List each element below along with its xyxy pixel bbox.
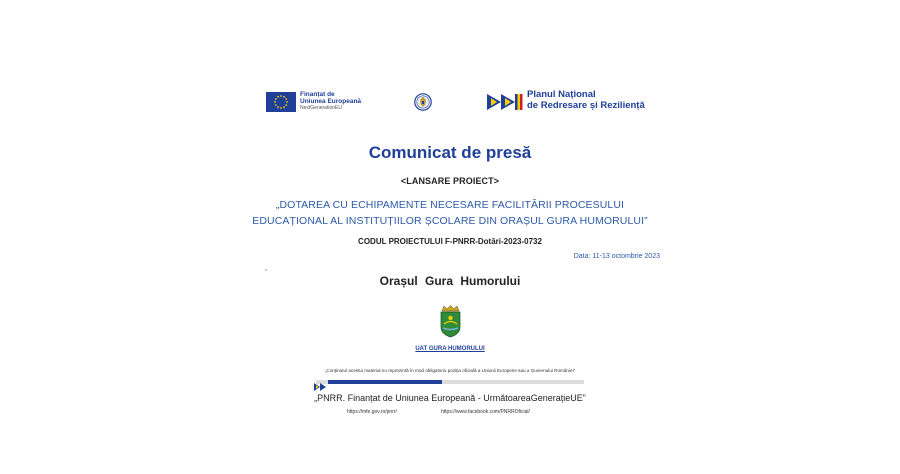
pnrr-logo-icon: [487, 92, 523, 112]
project-code: CODUL PROIECTULUI F-PNRR-Dotări-2023-0732: [358, 237, 542, 246]
stray-mark: [265, 269, 267, 271]
eu-label-line2: Uniunea Europeană: [300, 98, 362, 105]
facebook-link[interactable]: https://www.facebook.com/PNRROficial/: [441, 409, 530, 415]
press-release-title: Comunicat de presă: [368, 143, 532, 162]
pnrr-label-line1: Planul Național: [527, 89, 596, 100]
city-name: Orașul Gura Humorului: [379, 274, 521, 288]
eu-label-line1: Finanțat de: [300, 91, 335, 98]
eu-funding-label: [300, 91, 361, 112]
release-date: Data: 11-13 octombrie 2023: [573, 253, 660, 260]
pnrr-funding-statement: „PNRR. Finanțat de Uniunea Europeană - UrmătoareaGenerațieUE”: [314, 393, 586, 403]
press-release-subtitle: <LANSARE PROIECT>: [400, 176, 500, 186]
gura-humorului-coat-of-arms-icon: [439, 305, 462, 338]
divider-bar-accent: [328, 380, 442, 384]
project-title-line1: „DOTAREA CU ECHIPAMENTE NECESARE FACILITĂRII PROCESULUI: [275, 199, 625, 211]
uat-link[interactable]: UAT GURA HUMORULUI: [415, 346, 485, 352]
romanian-government-crest-icon: [414, 93, 432, 111]
pnrr-logo-label: [527, 90, 645, 111]
pnrr-label-line2: de Redresare și Reziliență: [527, 99, 645, 111]
mfe-link[interactable]: https://mfe.gov.ro/pnrr/: [347, 409, 397, 415]
pnrr-arrow-icon: [314, 378, 328, 386]
disclaimer-text: „Conținutul acestui material nu reprezintă în mod obligatoriu poziția oficială a Uniunii Europene sau a Guvernului României”: [324, 368, 576, 373]
project-title-line2: EDUCAȚIONAL AL INSTITUȚIILOR ȘCOLARE DIN ORAȘUL GURA HUMORULUI”: [252, 215, 648, 227]
eu-flag-icon: [266, 92, 296, 112]
eu-label-line3: NextGenerationEU: [300, 105, 342, 111]
